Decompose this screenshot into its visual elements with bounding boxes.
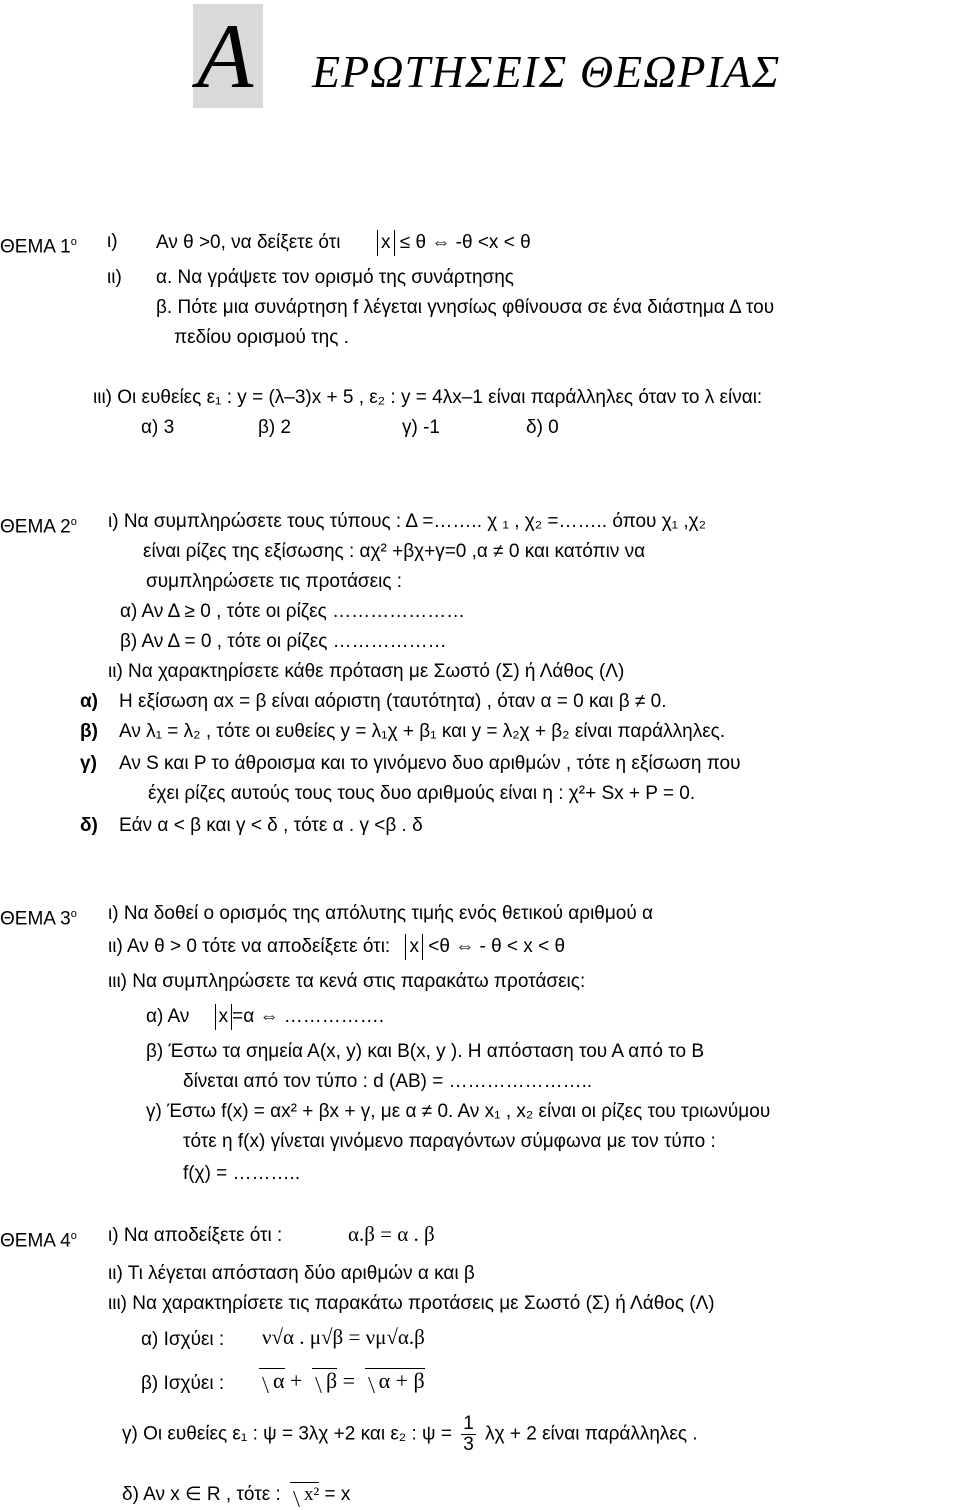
t4-d-a: δ) Αν x ∈ R , τότε : bbox=[122, 1484, 281, 1505]
t3-a-a: α) Αν bbox=[146, 1006, 190, 1028]
t4-c-b: λχ + 2 είναι παράλληλες . bbox=[485, 1423, 698, 1445]
t4-d bbox=[122, 1482, 350, 1507]
t1-ii-a: α. Να γράψετε τον ορισμό της συνάρτησης bbox=[156, 267, 514, 288]
t2-d-label: δ) bbox=[80, 815, 98, 836]
t2-c: Αν S και P το άθροισμα και το γινόμενο δυο αριθμών , τότε η εξίσωση που bbox=[119, 753, 741, 774]
theme-3-heading bbox=[0, 902, 77, 931]
t3-a-b: =α ⇔ ……………. bbox=[232, 1006, 385, 1028]
sqrt-beta: β bbox=[312, 1368, 337, 1393]
header-letter: Α bbox=[197, 5, 254, 107]
t4-b-formula: α + β = α + β bbox=[255, 1368, 425, 1393]
t4-i-formula: α.β = α . β bbox=[348, 1222, 435, 1246]
t2-b-label: β) bbox=[80, 721, 98, 742]
t2-b: Αν λ₁ = λ₂ , τότε οι ευθείες y = λ₁χ + β₁ και y = λ₂χ + β₂ είναι παράλληλες. bbox=[119, 721, 726, 742]
sqrt-alpha: α bbox=[259, 1368, 285, 1393]
theme-1-label: ΘΕΜΑ 1 bbox=[0, 236, 71, 258]
fraction-one-third bbox=[461, 1414, 476, 1455]
theme-4-sup: ο bbox=[70, 1230, 77, 1242]
t1-iii: ιιι) Οι ευθείες ε₁ : y = (λ–3)x + 5 , ε₂ : y = 4λx–1 είναι παράλληλες όταν το λ είναι: bbox=[93, 387, 763, 408]
t3-ii-abs: x bbox=[409, 936, 419, 958]
t1-ii-b: β. Πότε μια συνάρτηση f λέγεται γνησίως φθίνουσα σε ένα διάστημα Δ του bbox=[156, 297, 775, 318]
t3-c2: τότε η f(x) γίνεται γινόμενο παραγόντων σύμφωνα με τον τύπο : bbox=[183, 1131, 716, 1152]
t2-l4: α) Αν Δ ≥ 0 , τότε οι ρίζες ………………… bbox=[120, 601, 466, 622]
t3-b2: δίνεται από τον τύπο : d (AB) = ………………….. bbox=[183, 1071, 593, 1092]
theme-2-label: ΘΕΜΑ 2 bbox=[0, 516, 71, 538]
t2-a: Η εξίσωση αx = β είναι αόριστη (ταυτότητα) , όταν α = 0 και β ≠ 0. bbox=[119, 691, 667, 712]
t4-c bbox=[122, 1414, 698, 1455]
t1-iii-opt-c: γ) -1 bbox=[402, 417, 440, 438]
t3-iii: ιιι) Να συμπληρώσετε τα κενά στις παρακάτω προτάσεις: bbox=[108, 971, 586, 992]
t4-ii: ιι) Τι λέγεται απόσταση δύο αριθμών α και β bbox=[108, 1263, 475, 1284]
fraction-numerator: 1 bbox=[463, 1413, 474, 1434]
fraction-denominator: 3 bbox=[463, 1434, 474, 1455]
theme-1-heading bbox=[0, 230, 77, 259]
t1-iii-opt-d: δ) 0 bbox=[526, 417, 559, 438]
page-title: ΕΡΩΤΗΣΕΙΣ ΘΕΩΡΙΑΣ bbox=[312, 46, 781, 97]
t1-i-text-b: ≤ θ ⇔ -θ <x < θ bbox=[399, 232, 531, 254]
t1-ii-num: ιι) bbox=[107, 267, 122, 288]
t3-a bbox=[146, 1004, 384, 1030]
t1-iii-opt-a: α) 3 bbox=[141, 417, 175, 438]
t4-b: β) Ισχύει : bbox=[141, 1373, 225, 1394]
theme-4-heading bbox=[0, 1224, 77, 1253]
t1-i-abs: x bbox=[381, 232, 391, 254]
t1-i-text bbox=[156, 230, 531, 256]
theme-4-label: ΘΕΜΑ 4 bbox=[0, 1230, 71, 1252]
theme-2-sup: ο bbox=[70, 516, 77, 528]
t4-i: ι) Να αποδείξετε ότι : bbox=[108, 1225, 283, 1246]
t1-i-text-a: Αν θ >0, να δείξετε ότι bbox=[156, 232, 341, 254]
t2-ii: ιι) Να χαρακτηρίσετε κάθε πρόταση με Σωστό (Σ) ή Λάθος (Λ) bbox=[108, 661, 625, 682]
t4-iii: ιιι) Να χαρακτηρίσετε τις παρακάτω προτάσεις με Σωστό (Σ) ή Λάθος (Λ) bbox=[108, 1293, 715, 1314]
t3-b: β) Έστω τα σημεία Α(x, y) και Β(x, y ). Η απόσταση του Α από το Β bbox=[146, 1041, 704, 1062]
t2-l5: β) Αν Δ = 0 , τότε οι ρίζες ……………… bbox=[120, 631, 447, 652]
t3-c3: f(χ) = ……….. bbox=[183, 1163, 301, 1184]
theme-3-label: ΘΕΜΑ 3 bbox=[0, 908, 71, 930]
t2-c2: έχει ρίζες αυτούς τους τους δυο αριθμούς είναι η : χ²+ Sx + P = 0. bbox=[148, 783, 696, 804]
t4-a: α) Ισχύει : bbox=[141, 1329, 225, 1350]
t3-c: γ) Έστω f(x) = αx² + βx + γ, με α ≠ 0. Αν x₁ , x₂ είναι οι ρίζες του τριωνύμου bbox=[146, 1101, 771, 1122]
t3-i: ι) Να δοθεί ο ορισμός της απόλυτης τιμής ενός θετικού αριθμού α bbox=[108, 903, 654, 924]
t4-a-formula: ν√α . μ√β = νμ√α.β bbox=[262, 1325, 425, 1349]
t2-c-label: γ) bbox=[80, 753, 97, 774]
abs-bar-right bbox=[394, 230, 395, 256]
theme-1-sup: ο bbox=[70, 236, 77, 248]
t1-i-num: ι) bbox=[107, 231, 118, 252]
t1-ii-b2: πεδίου ορισμού της . bbox=[174, 327, 349, 348]
t4-d-b: = x bbox=[324, 1484, 351, 1505]
t3-a-abs: x bbox=[218, 1006, 229, 1028]
t3-ii-b: <θ ⇔ - θ < x < θ bbox=[422, 936, 566, 958]
sqrt-alpha-plus-beta: α + β bbox=[365, 1368, 425, 1393]
t2-l2: είναι ρίζες της εξίσωσης : αχ² +βχ+γ=0 ,α ≠ 0 και κατόπιν να bbox=[143, 541, 646, 562]
t3-ii-a: ιι) Αν θ > 0 τότε να αποδείξετε ότι: bbox=[108, 936, 391, 958]
t2-d: Εάν α < β και γ < δ , τότε α . γ <β . δ bbox=[119, 815, 423, 836]
t1-iii-opt-b: β) 2 bbox=[258, 417, 292, 438]
t2-a-label: α) bbox=[80, 691, 99, 712]
t2-l3: συμπληρώσετε τις προτάσεις : bbox=[146, 571, 403, 592]
sqrt-x-squared: x² bbox=[290, 1482, 319, 1507]
theme-3-sup: ο bbox=[70, 908, 77, 920]
t3-ii bbox=[108, 934, 565, 960]
t2-l1: ι) Να συμπληρώσετε τους τύπους : Δ =…….. χ ₁ , χ₂ =…….. όπου χ₁ ,χ₂ bbox=[108, 511, 706, 532]
t4-c-a: γ) Οι ευθείες ε₁ : ψ = 3λχ +2 και ε₂ : ψ = bbox=[122, 1423, 452, 1445]
theme-2-heading bbox=[0, 510, 77, 539]
